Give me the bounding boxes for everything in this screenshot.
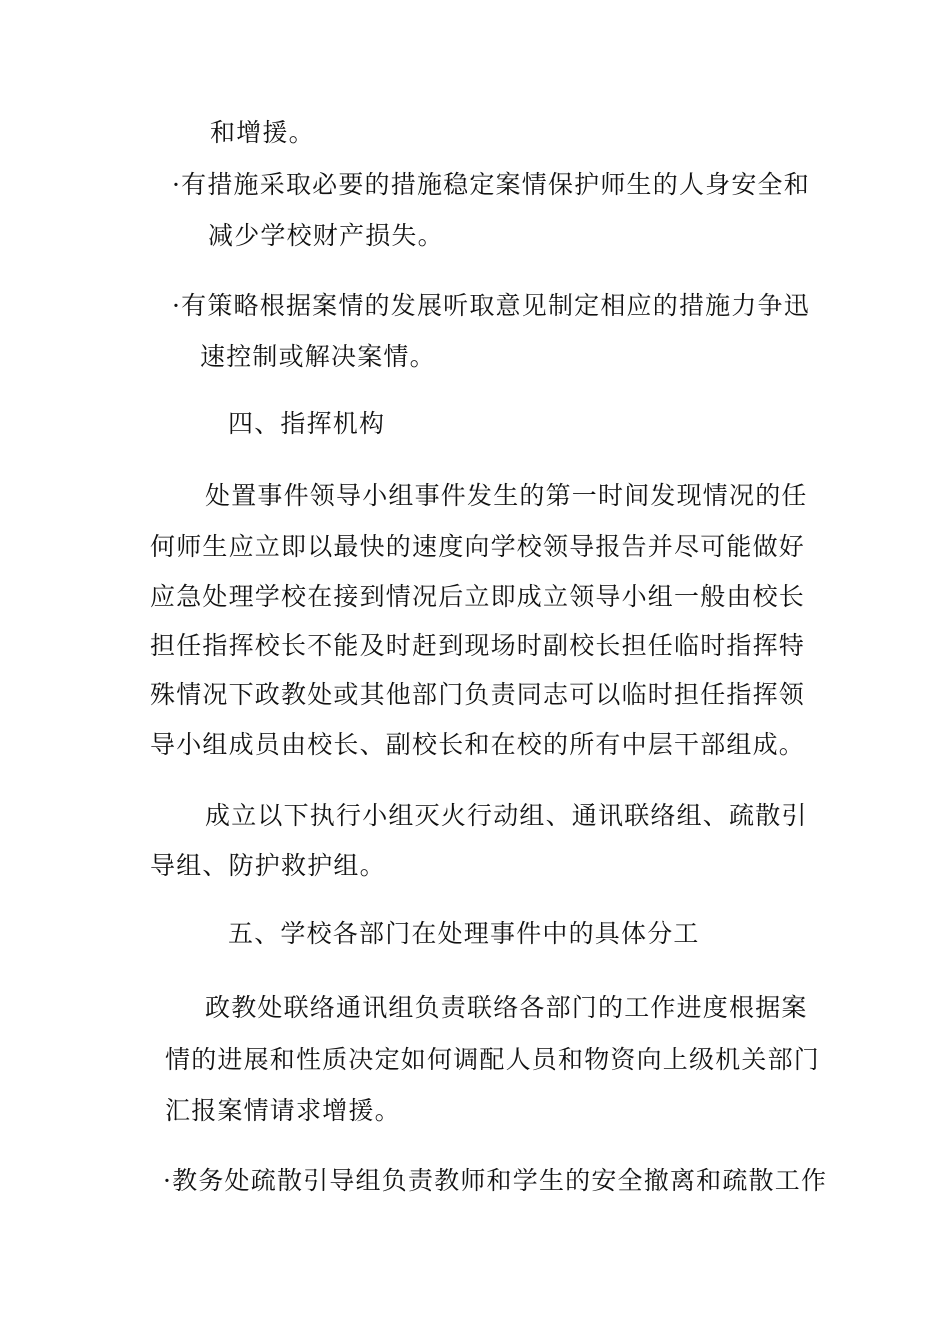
bullet-line: ·有策略根据案情的发展听取意见制定相应的措施力争迅 [172, 291, 810, 320]
text-line: 处置事件领导小组事件发生的第一时间发现情况的任 [205, 481, 808, 510]
text-line: 担任指挥校长不能及时赶到现场时副校长担任临时指挥特 [150, 631, 806, 660]
text-line: 汇报案情请求增援。 [165, 1096, 401, 1125]
text-line: 政教处联络通讯组负责联络各部门的工作进度根据案 [205, 993, 808, 1022]
text-line: 殊情况下政教处或其他部门负责同志可以临时担任指挥领 [150, 680, 806, 709]
bullet-line: ·有措施采取必要的措施稳定案情保护师生的人身安全和 [172, 170, 810, 199]
text-line: 减少学校财产损失。 [208, 221, 444, 250]
text-line: 导组、防护救护组。 [150, 851, 386, 880]
text-line: 应急处理学校在接到情况后立即成立领导小组一般由校长 [150, 582, 806, 611]
text-line: 导小组成员由校长、副校长和在校的所有中层干部组成。 [150, 730, 806, 759]
section-heading: 四、指挥机构 [228, 409, 386, 438]
text-line: 成立以下执行小组灭火行动组、通讯联络组、疏散引 [205, 801, 808, 830]
text-line: 情的进展和性质决定如何调配人员和物资向上级机关部门 [165, 1045, 821, 1074]
text-line: 和增援。 [210, 118, 315, 147]
text-line: 速控制或解决案情。 [200, 342, 436, 371]
text-line: 何师生应立即以最快的速度向学校领导报告并尽可能做好 [150, 532, 806, 561]
section-heading: 五、学校各部门在处理事件中的具体分工 [228, 919, 700, 948]
bullet-line: ·教务处疏散引导组负责教师和学生的安全撤离和疏散工作 [163, 1166, 828, 1195]
